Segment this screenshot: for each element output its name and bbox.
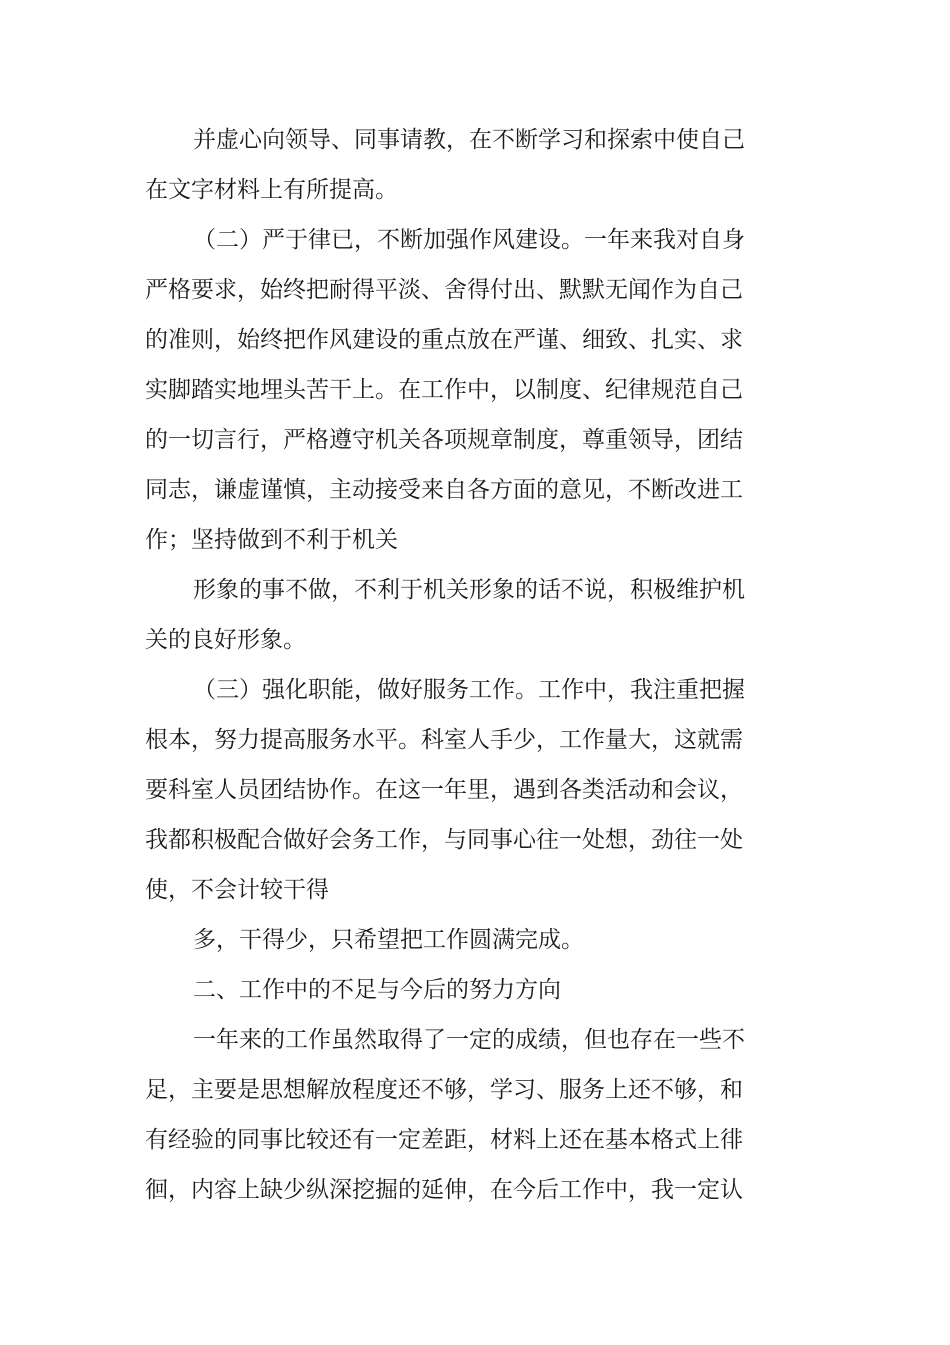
text-line: 作；坚持做到不利于机关 — [145, 527, 398, 553]
text-line: （二）严于律已，不断加强作风建设。一年来我对自身 — [193, 227, 745, 253]
text-line: 我都积极配合做好会务工作，与同事心往一处想，劲往一处 — [145, 827, 743, 853]
text-line: 有经验的同事比较还有一定差距，材料上还在基本格式上徘 — [145, 1127, 743, 1153]
text-line: 一年来的工作虽然取得了一定的成绩，但也存在一些不 — [193, 1027, 745, 1053]
text-line: 并虚心向领导、同事请教，在不断学习和探索中使自己 — [193, 127, 745, 153]
text-line: 使，不会计较干得 — [145, 877, 329, 903]
text-line: （三）强化职能，做好服务工作。工作中，我注重把握 — [193, 677, 745, 703]
text-line: 徊，内容上缺少纵深挖掘的延伸，在今后工作中，我一定认 — [145, 1177, 743, 1203]
text-line: 的准则，始终把作风建设的重点放在严谨、细致、扎实、求 — [145, 327, 743, 353]
text-line: 严格要求，始终把耐得平淡、舍得付出、默默无闻作为自己 — [145, 277, 743, 303]
text-line: 要科室人员团结协作。在这一年里，遇到各类活动和会议， — [145, 777, 743, 803]
text-line: 的一切言行，严格遵守机关各项规章制度，尊重领导，团结 — [145, 427, 743, 453]
text-line: 关的良好形象。 — [145, 627, 306, 653]
text-line: 足，主要是思想解放程度还不够，学习、服务上还不够，和 — [145, 1077, 743, 1103]
section-heading: 二、工作中的不足与今后的努力方向 — [193, 977, 561, 1003]
text-line: 多，干得少，只希望把工作圆满完成。 — [193, 927, 584, 953]
text-line: 实脚踏实地埋头苦干上。在工作中，以制度、纪律规范自己 — [145, 377, 743, 403]
text-line: 形象的事不做，不利于机关形象的话不说，积极维护机 — [193, 577, 745, 603]
text-line: 同志，谦虚谨慎，主动接受来自各方面的意见，不断改进工 — [145, 477, 743, 503]
text-line: 根本，努力提高服务水平。科室人手少，工作量大，这就需 — [145, 727, 743, 753]
text-line: 在文字材料上有所提高。 — [145, 177, 398, 203]
